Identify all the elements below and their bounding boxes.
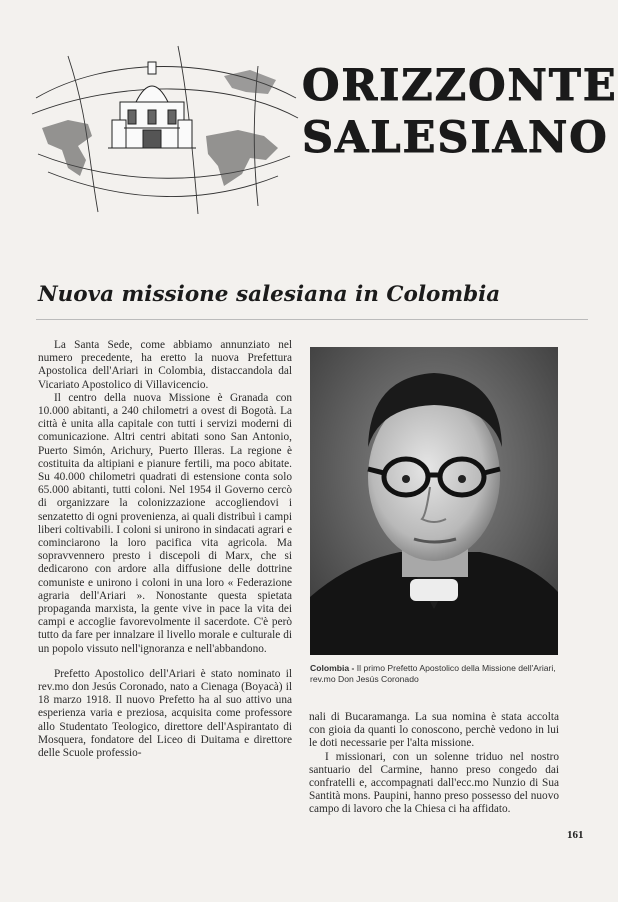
page-number: 161	[567, 829, 584, 841]
article-column-right	[309, 711, 559, 817]
paragraph: Prefetto Apostolico dell'Ariari è stato nominato il rev.mo don Jesús Coronado, nato a Cienaga (Boyacà) il 18 marzo 1918. Il nuovo Prefetto ha al suo attivo una esperienza varia e preziosa, acquisita come professore allo Studentato Teologico, direttore dell'Aspirantato di Mosquera, fondatore del Liceo di Duitama e direttore delle Scuole professio-	[38, 667, 292, 760]
article-column-left	[38, 339, 292, 760]
photo-caption	[310, 663, 566, 684]
portrait-photo	[310, 347, 558, 655]
paragraph: I missionari, con un solenne triduo nel nostro santuario del Carmine, hanno preso congedo dai confratelli e, accompagnati dall'ecc.mo Nunzio di Sua Santità mons. Paupini, hanno preso possesso del nuovo campo di lavoro che la Chiesa ci ha affidato.	[309, 750, 559, 816]
caption-label: Colombia -	[310, 663, 355, 673]
paragraph: nali di Bucaramanga. La sua nomina è stata accolta con gioia da quanti lo conoscono, perchè vedono in lui le doti necessarie per l'alta missione.	[309, 711, 559, 750]
globe-basilica-logo	[28, 36, 300, 216]
masthead-line-1: ORIZZONTE	[302, 61, 618, 111]
paragraph: La Santa Sede, come abbiamo annunziato nel numero precedente, ha eretto la nuova Prefettura Apostolica dell'Ariari in Colombia, distaccandola dal Vicariato Apostolico di Villavicencio.	[38, 339, 292, 391]
caption-text: Il primo Prefetto Apostolico della Missione dell'Ariari, rev.mo Don Jesús Coronado	[310, 663, 556, 684]
masthead	[302, 60, 618, 164]
title-rule	[36, 319, 588, 320]
paragraph: Il centro della nuova Missione è Granada con 10.000 abitanti, a 240 chilometri a ovest di Bogotà. La città è unita alla capitale con tutti i servizi moderni di comunicazione. Altri centri abitati sono San Antonio, Puerto Simón, Arichury, Puerto Illeras. La regione è costituita da altipiani e pianure fertili, ma poco abitate. Su 40.000 chilometri quadrati di estensione conta solo 65.000 abitanti, tutti coloni. Nel 1954 il Governo cercò di organizzare la colonizzazione accogliendovi i senzatetto di ogni provenienza, ai quali distribuì i campi liberi coltivabili. I coloni si unirono in sindacati agrari e cominciarono la loro pacifica vita agricola. Ma sopravvennero presto i discepoli di Marx, che si dedicarono con ardore alla diffusione delle dottrine comuniste e unirono i coloni in una loro « Federazione agraria dell'Ariari ». Nonostante questa spietata propaganda marxista, la gente vive in pace la vita dei campi e accoglie favorevolmente il sacerdote. C'è però tutto da fare per innalzare il livello morale e culturale di un popolo vissuto nell'ignoranza e nell'abbandono.	[38, 391, 292, 655]
masthead-line-2: SALESIANO	[302, 113, 609, 163]
article-title: Nuova missione salesiana in Colombia	[38, 282, 501, 307]
portrait-illustration	[310, 347, 558, 655]
